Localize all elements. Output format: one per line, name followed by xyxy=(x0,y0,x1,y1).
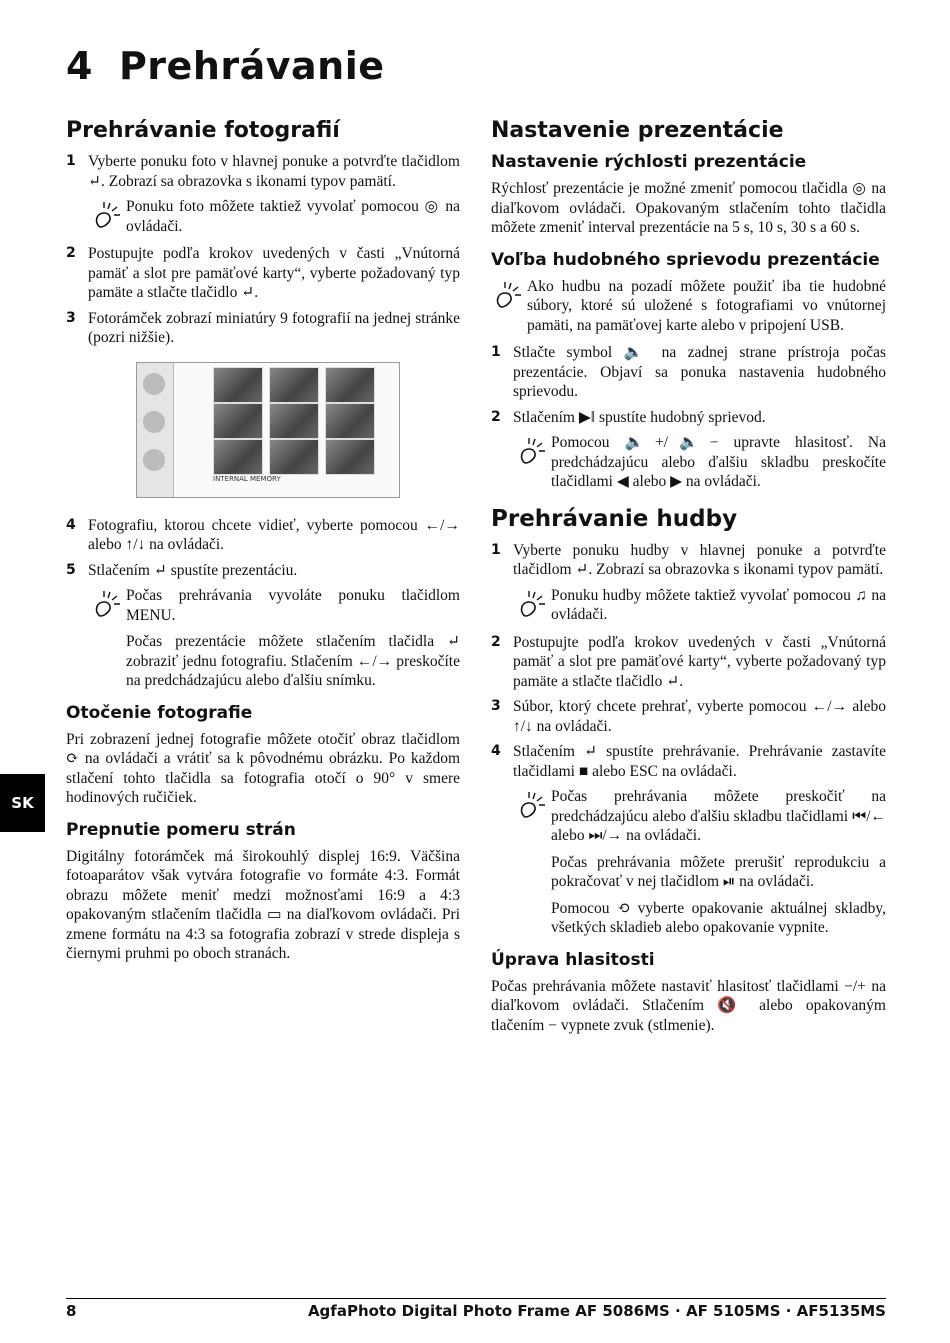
right-column xyxy=(491,118,886,1035)
photo-step-5 xyxy=(66,561,460,581)
page-number: 8 xyxy=(66,1302,77,1320)
music-play-step-3 xyxy=(491,697,886,736)
chapter-number: 4 xyxy=(66,44,93,88)
thumbnail xyxy=(325,439,375,475)
usb-icon xyxy=(143,449,165,471)
photo-step-4 xyxy=(66,516,460,555)
thumbnail xyxy=(269,367,319,403)
step-text: Stlačením ↵ spustíte prehrávanie. Prehrávanie zastavíte tlačidlami ■ alebo ESC na ovládači. xyxy=(513,743,886,780)
tip-note xyxy=(90,197,460,236)
speed-text: Rýchlosť prezentácie je možné zmeniť pomocou tlačidla ◎ na diaľkovom ovládači. Opakovaným stlačením tohto tlačidla môžete zmeniť interval prezentácie na 5 s, 10 s, 30 s a 60 s. xyxy=(491,180,886,236)
tip-text: Počas prezentácie môžete stlačením tlačidla ↵ zobraziť jednu fotografiu. Stlačením ←/→ preskočíte na predchádzajúcu alebo ďalšiu snímku. xyxy=(126,633,460,689)
lightbulb-icon xyxy=(515,435,547,467)
step-text: Postupujte podľa krokov uvedených v časti „Vnútorná pamäť a slot pre pamäťové karty“, vyberte požadovaný typ pamäte a stlačte tlačidlo ↵. xyxy=(513,633,886,690)
volume-text: Počas prehrávania môžete nastaviť hlasitosť tlačidlami −/+ na diaľkovom ovládači. Stlačením 🔇 alebo opakovaným tlačením − vypnete zvuk (stlmenie). xyxy=(491,977,886,1034)
step-number: 1 xyxy=(491,541,501,558)
heading-slideshow-settings: Nastavenie prezentácie xyxy=(491,118,784,143)
memory-sidebar xyxy=(137,363,174,497)
lightbulb-icon xyxy=(515,789,547,821)
language-tab: SK xyxy=(0,774,45,832)
step-text: Vyberte ponuku foto v hlavnej ponuke a potvrďte tlačidlom ↵. Zobrazí sa obrazovka s ikonami typov pamätí. xyxy=(88,153,460,190)
thumbnail xyxy=(213,439,263,475)
tip-text: Ponuku hudby môžete taktiež vyvolať pomocou ♫ na ovládači. xyxy=(551,586,886,623)
step-text: Fotografiu, ktorou chcete vidieť, vyberte pomocou ←/→ alebo ↑/↓ na ovládači. xyxy=(88,516,460,553)
heading-music-playback: Prehrávanie hudby xyxy=(491,505,738,532)
step-text: Stlačte symbol 🔈 na zadnej strane prístroja počas prezentácie. Objaví sa ponuka nastavenia hudobného sprievodu. xyxy=(513,344,886,400)
card-icon xyxy=(143,411,165,433)
step-number: 2 xyxy=(66,245,76,261)
thumbnail xyxy=(325,367,375,403)
music-step-2 xyxy=(491,408,886,428)
step-text: Fotorámček zobrazí miniatúry 9 fotografií na jednej stránke (pozri nižšie). xyxy=(88,309,460,346)
tip-note xyxy=(515,433,886,492)
tip-text: Pomocou 🔈+/🔈− upravte hlasitosť. Na predchádzajúcu alebo ďalšiu skladbu preskočíte tlačidlami ◀ alebo ▶ na ovládači. xyxy=(551,434,886,490)
step-number: 5 xyxy=(66,561,76,578)
photo-caption: INTERNAL MEMORY xyxy=(213,474,281,483)
step-number: 1 xyxy=(491,344,501,360)
chapter-title xyxy=(66,44,385,88)
step-number: 4 xyxy=(66,516,76,533)
memory-icon xyxy=(143,373,165,395)
rotate-text: Pri zobrazení jednej fotografie môžete otočiť obraz tlačidlom ⟳ na ovládači a vrátiť sa k pôvodnému obrázku. Po každom stlačení tohto tlačidla sa fotografia otočí o 90° v smere hodinových ručičiek. xyxy=(66,730,460,806)
step-number: 3 xyxy=(66,309,76,326)
footer-product-title: AgfaPhoto Digital Photo Frame AF 5086MS · AF 5105MS · AF5135MS xyxy=(307,1302,886,1320)
tip-text: Ponuku foto môžete taktiež vyvolať pomocou ◎ na ovládači. xyxy=(126,198,460,235)
step-text: Vyberte ponuku hudby v hlavnej ponuke a potvrďte tlačidlom ↵. Zobrazí sa obrazovka s ikonami typov pamätí. xyxy=(513,541,886,578)
aspect-text: Digitálny fotorámček má širokouhlý displej 16:9. Väčšina fotoaparátov však vytvára fotografie vo formáte 4:3. Formát obrazu môžete meniť medzi možnosťami 16:9 a 4:3 opakovaným stlačením tlačidla ▭ na diaľkovom ovládači. Pri zmene formátu na 4:3 sa fotografia zobrazí v strede displeja s čiernymi pruhmi po oboch stranách. xyxy=(66,847,460,962)
heading-music-accompaniment: Voľba hudobného sprievodu prezentácie xyxy=(491,249,880,270)
lightbulb-icon xyxy=(90,199,122,231)
heading-slideshow-speed: Nastavenie rýchlosti prezentácie xyxy=(491,152,807,172)
step-number: 3 xyxy=(491,698,501,714)
heading-photo-playback: Prehrávanie fotografií xyxy=(66,118,340,143)
footer-rule xyxy=(66,1298,886,1299)
tip-text: Pomocou ⟲ vyberte opakovanie aktuálnej skladby, všetkých skladieb alebo opakovanie vypnite. xyxy=(551,899,886,936)
tip-text: Počas prehrávania vyvoláte ponuku tlačidlom MENU. xyxy=(126,587,460,624)
photo-step-2 xyxy=(66,244,460,303)
thumbnail xyxy=(325,403,375,439)
tip-text: Ako hudbu na pozadí môžete použiť iba tie hudobné súbory, ktoré sú uložené s fotografiami vo vnútornej pamäti, na pamäťovej karte alebo v pripojení USB. xyxy=(527,277,886,334)
step-text: Postupujte podľa krokov uvedených v časti „Vnútorná pamäť a slot pre pamäťové karty“, vyberte požadovaný typ pamäte a stlačte tlačidlo ↵. xyxy=(88,245,460,301)
step-number: 4 xyxy=(491,743,501,759)
thumbnail xyxy=(213,403,263,439)
heading-volume: Úprava hlasitosti xyxy=(491,949,655,970)
photo-step-3 xyxy=(66,309,460,348)
music-play-step-1 xyxy=(491,541,886,580)
tip-text: Počas prehrávania môžete prerušiť reprodukciu a pokračovať v nej tlačidlom ⏯ na ovládači. xyxy=(551,853,886,890)
step-text: Stlačením ↵ spustíte prezentáciu. xyxy=(88,561,298,579)
step-text: Súbor, ktorý chcete prehrať, vyberte pomocou ←/→ alebo ↑/↓ na ovládači. xyxy=(513,698,886,735)
lightbulb-icon xyxy=(90,588,122,620)
thumbnail-screen-photo xyxy=(136,362,400,498)
step-number: 2 xyxy=(491,408,501,425)
tip-text: Počas prehrávania môžete preskočiť na predchádzajúcu alebo ďalšiu skladbu tlačidlami ⏮/← alebo ⏭/→ na ovládači. xyxy=(551,788,886,844)
tip-note xyxy=(90,586,460,691)
heading-aspect-ratio: Prepnutie pomeru strán xyxy=(66,819,296,840)
step-number: 2 xyxy=(491,633,501,650)
lightbulb-icon xyxy=(515,588,547,620)
tip-note xyxy=(515,787,886,938)
chapter-title-text: Prehrávanie xyxy=(118,44,385,88)
thumbnail xyxy=(269,403,319,439)
thumbnail xyxy=(213,367,263,403)
lightbulb-icon xyxy=(491,279,523,311)
music-step-1 xyxy=(491,343,886,402)
thumbnail xyxy=(269,439,319,475)
photo-step-1 xyxy=(66,152,460,191)
tip-note xyxy=(515,586,886,625)
left-column xyxy=(66,118,460,964)
step-text: Stlačením ▶‖ spustíte hudobný sprievod. xyxy=(513,408,766,426)
tip-note xyxy=(491,277,886,336)
music-play-step-2 xyxy=(491,633,886,692)
music-play-step-4 xyxy=(491,742,886,781)
step-number: 1 xyxy=(66,153,76,169)
heading-rotate-photo: Otočenie fotografie xyxy=(66,702,253,723)
